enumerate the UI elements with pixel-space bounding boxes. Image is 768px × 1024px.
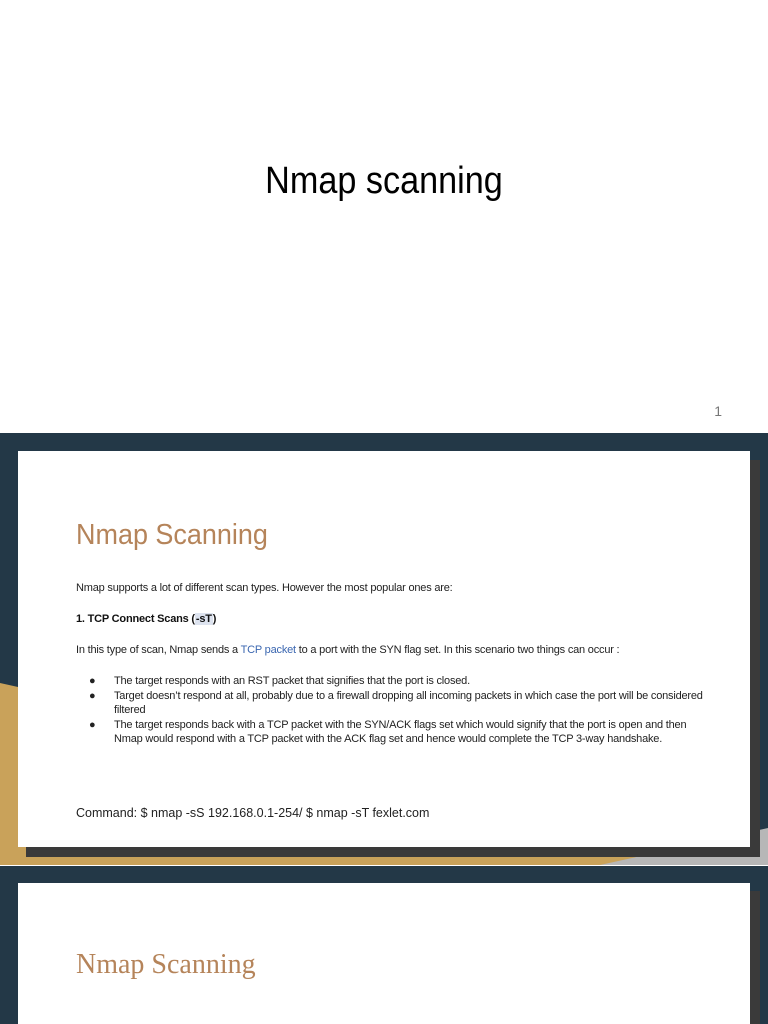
scan-type-prefix: 1. TCP Connect Scans (: [76, 613, 195, 625]
bullet-icon: ●: [89, 719, 96, 731]
list-item: [76, 689, 716, 717]
slide-2-heading: Nmap Scanning: [76, 519, 268, 551]
scan-type-suffix: ): [212, 613, 217, 625]
command-line: Command: $ nmap -sS 192.168.0.1-254/ $ nmap -sT fexlet.com: [76, 806, 430, 820]
tcp-packet-link[interactable]: TCP packet: [240, 644, 296, 656]
slide-2: [0, 433, 768, 865]
list-item-text: Target doesn’t respond at all, probably due to a firewall dropping all incoming packets in which case the port will be considered filtered: [114, 690, 703, 716]
paragraph-before-link: In this type of scan, Nmap sends a: [76, 644, 241, 656]
slide-1-title: Nmap scanning: [265, 160, 503, 202]
list-item-text: The target responds back with a TCP packet with the SYN/ACK flags set which would signify that the port is open and then Nmap would respond with a TCP packet with the ACK flag set and hence would complete the TCP 3-way handshake.: [114, 719, 687, 745]
bullet-icon: ●: [89, 690, 96, 702]
list-item: [76, 674, 716, 688]
scan-flag: -sT: [195, 613, 212, 625]
intro-text: Nmap supports a lot of different scan types. However the most popular ones are:: [76, 582, 453, 594]
list-item: [76, 718, 716, 746]
bullet-list: [76, 674, 716, 747]
bullet-icon: ●: [89, 675, 96, 687]
list-item-text: The target responds with an RST packet that signifies that the port is closed.: [114, 675, 470, 687]
slide-3: [0, 866, 768, 1024]
content-card: [18, 883, 750, 1024]
paragraph-after-link: to a port with the SYN flag set. In this scenario two things can occur :: [295, 644, 620, 656]
content-card: [18, 451, 750, 847]
slide-3-heading: Nmap Scanning: [76, 949, 256, 980]
page-number: 1: [714, 403, 722, 419]
description-paragraph: [76, 644, 619, 656]
scan-type-heading: [76, 613, 216, 625]
slide-1: [0, 0, 768, 432]
